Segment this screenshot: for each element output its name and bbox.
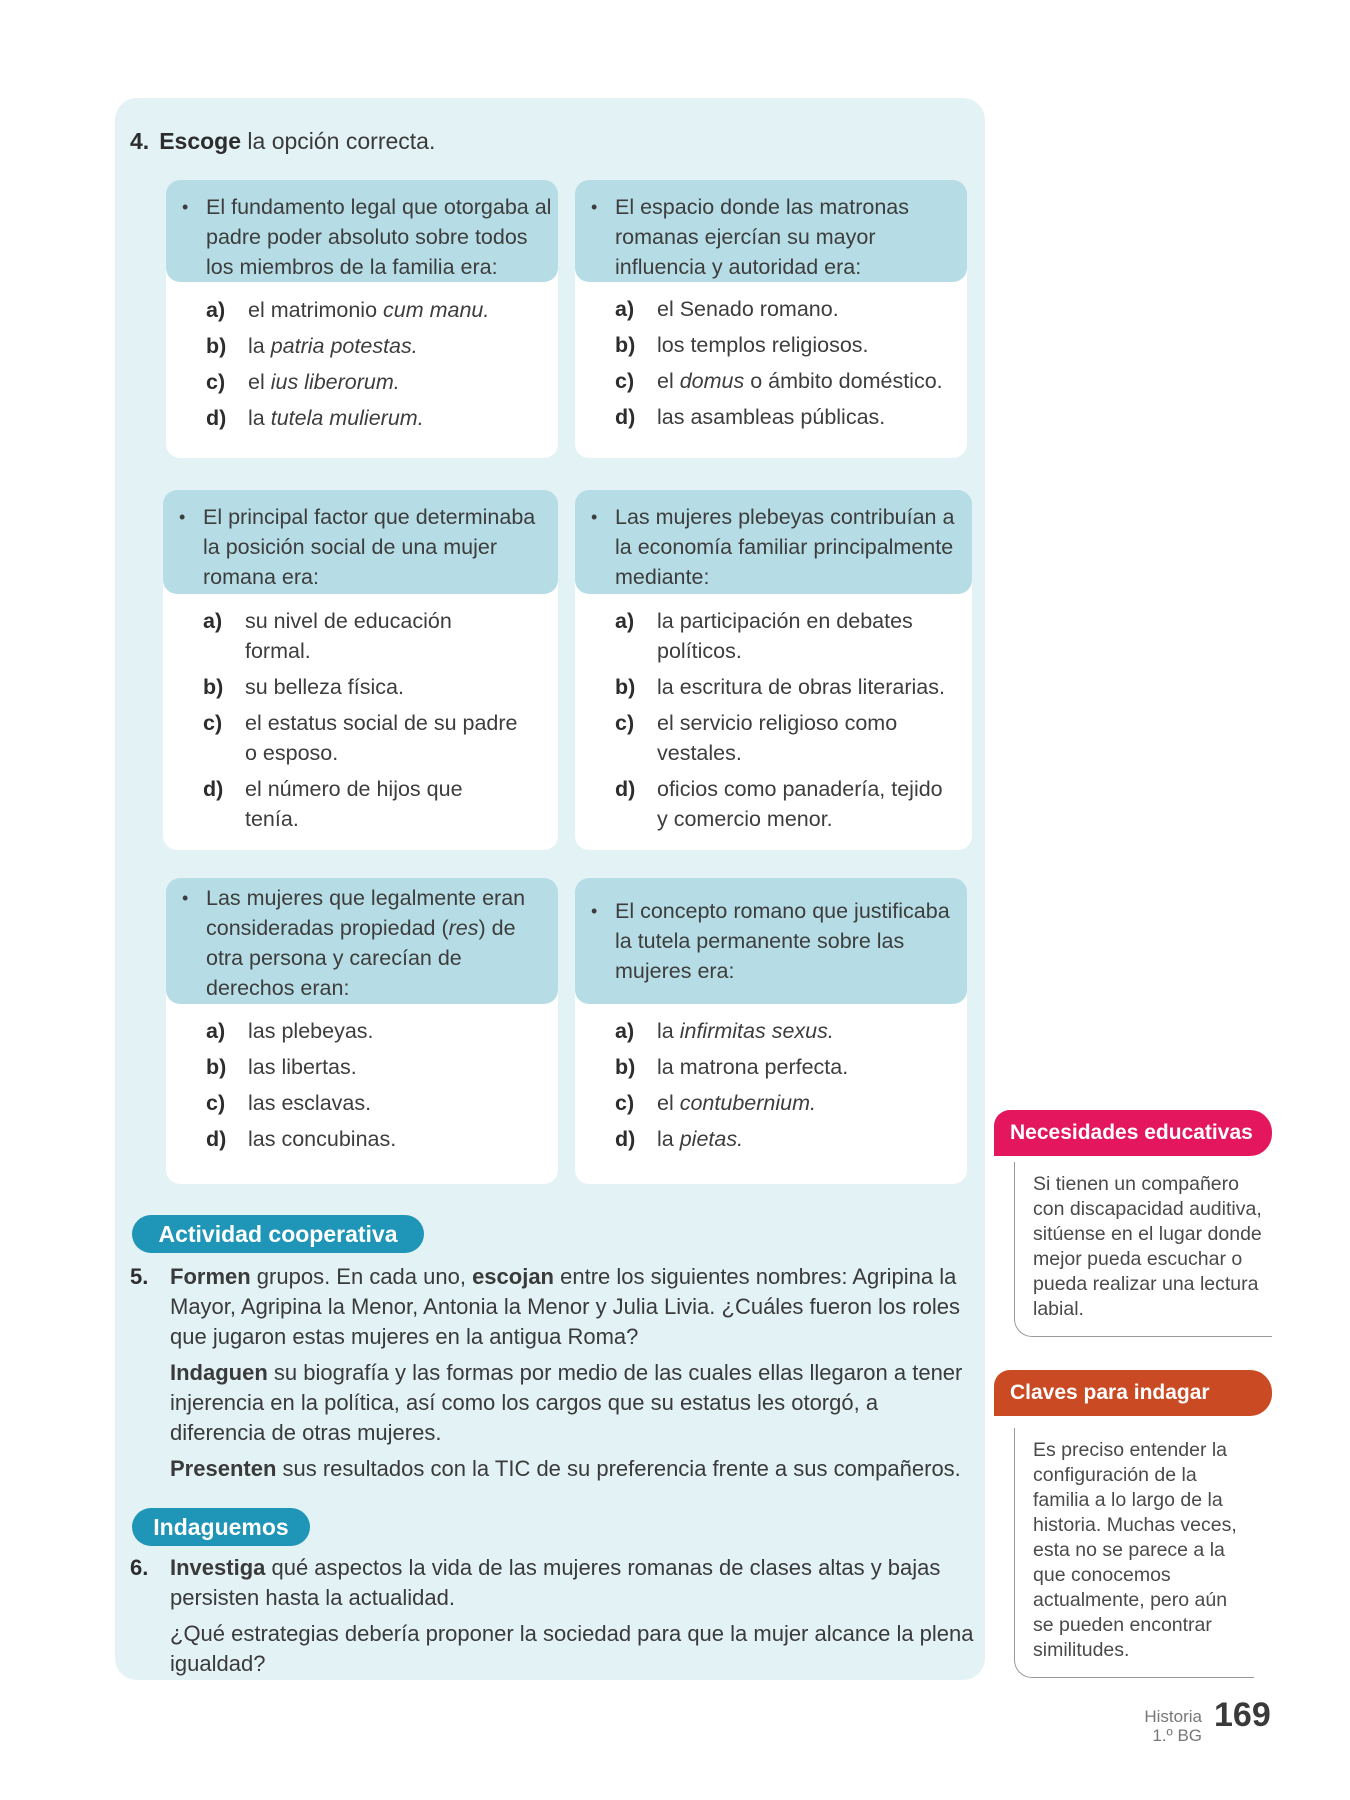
option-c[interactable]: c) las esclavas. [206, 1091, 372, 1115]
option-a[interactable]: a) el matrimonio cum manu. [206, 298, 490, 322]
activity-paragraph-1: Formen grupos. En cada uno, escojan entre los siguientes nombres: Agripina la Mayor, Agripina la Menor, Antonia la Menor y Julia Livia. ¿Cuáles fueron los roles que jugaron estas mujeres en la antigua Roma? [170, 1264, 960, 1349]
question-card-2 [575, 180, 967, 458]
needs-tag: Necesidades educativas [994, 1110, 1272, 1156]
prompt-text: El concepto romano que justificaba la tutela permanente sobre las mujeres era: [615, 899, 950, 983]
prompt-text: Las mujeres plebeyas contribuían a la economía familiar principalmente mediante: [615, 505, 955, 589]
question-card-4 [575, 490, 972, 850]
prompt-text-end: ) de otra persona y carecían de derechos eran: [206, 916, 516, 1000]
footer-level: 1.º BG [1152, 1726, 1202, 1745]
option-b[interactable]: b) la matrona perfecta. [615, 1055, 849, 1079]
options-list [203, 606, 518, 840]
prompt-text: Las mujeres que legalmente eran consideradas propiedad ( [206, 886, 526, 940]
option-d[interactable]: d) oficios como panadería, tejido y comercio menor. [615, 777, 943, 831]
option-b[interactable]: b) la escritura de obras literarias. [615, 675, 945, 699]
prompt-text: El principal factor que determinaba la posición social de una mujer romana era: [203, 505, 536, 589]
bullet: • [182, 888, 189, 908]
bullet: • [591, 901, 598, 921]
option-d[interactable]: d) las asambleas públicas. [615, 405, 886, 429]
options-list [615, 606, 952, 840]
option-d[interactable]: d) las concubinas. [206, 1127, 397, 1151]
prompt-text: El espacio donde las matronas romanas ejercían su mayor influencia y autoridad era: [615, 195, 910, 279]
option-a[interactable]: a) su nivel de educación formal. [203, 609, 452, 663]
options-list [206, 1016, 548, 1160]
options-list [206, 295, 548, 439]
activity-text [170, 1262, 975, 1490]
page-number: 169 [1214, 1696, 1271, 1734]
question-card-6 [575, 878, 967, 1184]
bullet: • [591, 507, 598, 527]
option-a[interactable]: a) la participación en debates políticos. [615, 609, 913, 663]
activity-number: 5. [130, 1264, 149, 1289]
prompt-italic: res [448, 916, 479, 940]
question-prompt [166, 180, 558, 282]
option-c[interactable]: c) el servicio religioso como vestales. [615, 711, 898, 765]
question-instruction: la opción correcta. [241, 128, 436, 154]
options-list [615, 1016, 957, 1160]
option-b[interactable]: b) su belleza física. [203, 675, 404, 699]
question-card-3 [163, 490, 558, 850]
question-number: 4. [130, 128, 150, 154]
footer-subject [1144, 1707, 1202, 1745]
question-card-5 [166, 878, 558, 1184]
option-b[interactable]: b) la patria potestas. [206, 334, 418, 358]
question-card-1 [166, 180, 558, 458]
option-b[interactable]: b) las libertas. [206, 1055, 357, 1079]
bullet: • [182, 197, 189, 217]
activity-paragraph-2: Indaguen su biografía y las formas por medio de las cuales ellas llegaron a tener injerencia en la política, así como los cargos que su estatus les otorgó, a diferencia de otras mujeres. [170, 1360, 963, 1445]
bullet: • [179, 507, 186, 527]
activity-paragraph-3: Presenten sus resultados con la TIC de su preferencia frente a sus compañeros. [170, 1456, 961, 1481]
question-4-heading [130, 128, 435, 155]
activity-cooperative-label: Actividad cooperativa [132, 1215, 424, 1253]
question-verb: Escoge [159, 128, 242, 154]
options-list [615, 294, 957, 438]
question-prompt [163, 490, 558, 594]
option-c[interactable]: c) el estatus social de su padre o esposo. [203, 711, 518, 765]
option-a[interactable]: a) la infirmitas sexus. [615, 1019, 834, 1043]
question-prompt [166, 878, 558, 1004]
keys-note: Es preciso entender la configuración de la familia a lo largo de la historia. Muchas veces, esta no se parece a la que conocemos actualmente, pero aún se pueden encontrar similitudes. [1014, 1428, 1254, 1678]
option-d[interactable]: d) el número de hijos que tenía. [203, 777, 463, 831]
indaguemos-number: 6. [130, 1555, 149, 1580]
needs-note: Si tienen un compañero con discapacidad auditiva, sitúense en el lugar donde mejor pueda escuchar o pueda realizar una lectura labial. [1014, 1162, 1272, 1337]
option-c[interactable]: c) el ius liberorum. [206, 370, 400, 394]
bullet: • [591, 197, 598, 217]
prompt-text: El fundamento legal que otorgaba al padre poder absoluto sobre todos los miembros de la familia era: [206, 195, 552, 279]
option-a[interactable]: a) las plebeyas. [206, 1019, 374, 1043]
option-c[interactable]: c) el domus o ámbito doméstico. [615, 369, 943, 393]
option-b[interactable]: b) los templos religiosos. [615, 333, 869, 357]
question-prompt [575, 878, 967, 1004]
footer-subject-name: Historia [1144, 1707, 1202, 1726]
option-a[interactable]: a) el Senado romano. [615, 297, 839, 321]
option-d[interactable]: d) la tutela mulierum. [206, 406, 424, 430]
indaguemos-paragraph-2: ¿Qué estrategias debería proponer la sociedad para que la mujer alcance la plena igualdad? [170, 1621, 974, 1676]
option-c[interactable]: c) el contubernium. [615, 1091, 816, 1115]
option-d[interactable]: d) la pietas. [615, 1127, 744, 1151]
question-prompt [575, 490, 972, 594]
keys-tag: Claves para indagar [994, 1370, 1272, 1416]
indaguemos-paragraph-1: Investiga qué aspectos la vida de las mujeres romanas de clases altas y bajas persisten hasta la actualidad. [170, 1555, 941, 1610]
indaguemos-text [170, 1553, 975, 1685]
indaguemos-label: Indaguemos [132, 1508, 310, 1546]
question-prompt [575, 180, 967, 282]
